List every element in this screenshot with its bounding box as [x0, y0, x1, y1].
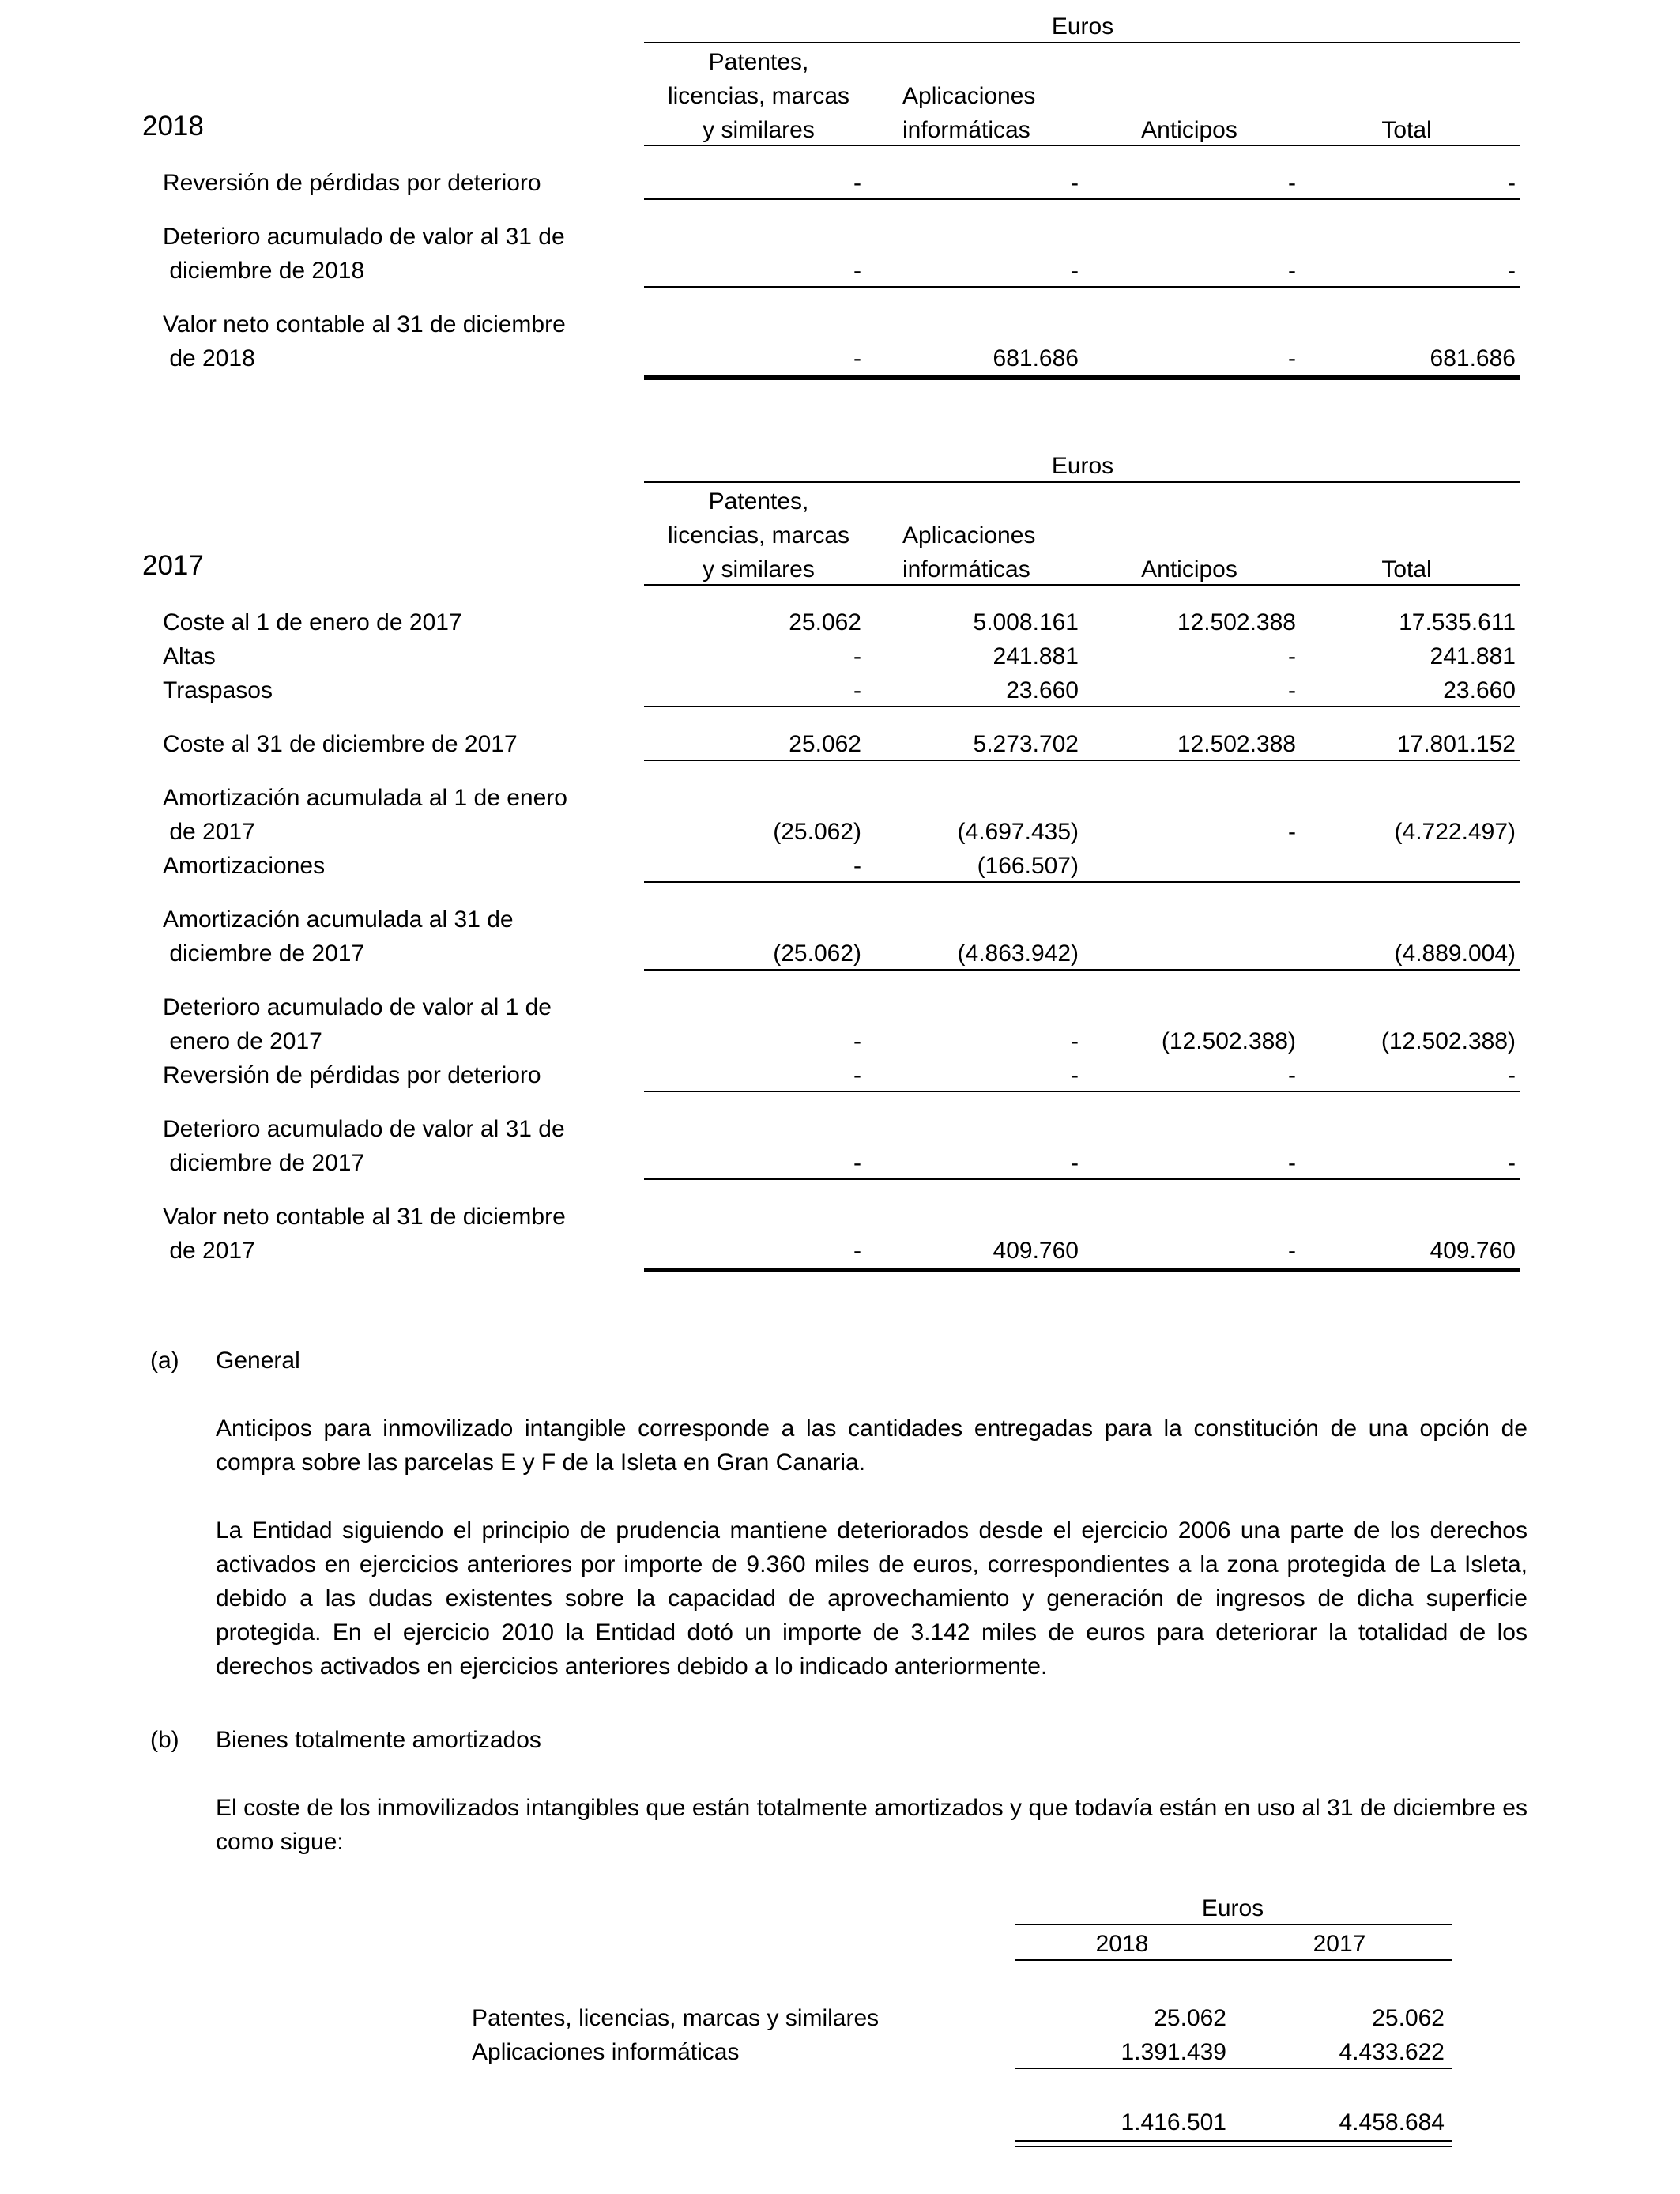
cell-value: -: [853, 853, 861, 879]
row-label: Amortización acumulada al 31 de: [163, 907, 514, 933]
row-rule: [644, 198, 1520, 200]
cell-value: 23.660: [1006, 677, 1079, 703]
row-label: Deterioro acumulado de valor al 31 de: [163, 1116, 565, 1142]
currency-label: Euros: [1201, 1895, 1264, 1921]
cell-value: 17.801.152: [1396, 731, 1516, 757]
row-label: Amortización acumulada al 1 de enero: [163, 785, 567, 811]
column-header-patentes: Patentes, licencias, marcas y similares: [667, 49, 850, 143]
header-bottom-rule: [1015, 1959, 1452, 1961]
cell-value: -: [1071, 1028, 1079, 1054]
row-label: de 2018: [163, 345, 255, 371]
cell-value: -: [1071, 1062, 1079, 1088]
cell-value: -: [1288, 643, 1296, 669]
row-label: Valor neto contable al 31 de diciembre: [163, 1204, 566, 1230]
cell-value: -: [853, 1062, 861, 1088]
cell-value: -: [1508, 1062, 1516, 1088]
row-rule: [644, 1178, 1520, 1180]
cell-value: 25.062: [789, 609, 861, 635]
year-label: 2017: [142, 550, 204, 581]
cell-value: 5.273.702: [973, 731, 1079, 757]
row-rule: [644, 1091, 1520, 1092]
row-rule: [644, 760, 1520, 761]
header-rule: [644, 481, 1520, 483]
cell-value: 4.433.622: [1339, 2039, 1445, 2065]
total-value: 4.458.684: [1339, 2109, 1445, 2136]
cell-value: -: [853, 1028, 861, 1054]
cell-value: -: [1288, 819, 1296, 845]
note-marker: (b): [150, 1727, 179, 1753]
cell-value: 25.062: [789, 731, 861, 757]
total-rule: [644, 1268, 1520, 1272]
column-header-patentes: Patentes, licencias, marcas y similares: [667, 488, 850, 582]
cell-value: -: [1288, 677, 1296, 703]
note-title: Bienes totalmente amortizados: [216, 1727, 541, 1753]
cell-value: 25.062: [1372, 2005, 1445, 2031]
row-label: Reversión de pérdidas por deterioro: [163, 1062, 541, 1088]
note-marker: (a): [150, 1348, 179, 1374]
column-header-aplicaciones: Aplicaciones informáticas: [902, 522, 1036, 582]
cell-value: (25.062): [773, 941, 861, 967]
cell-value: (12.502.388): [1161, 1028, 1296, 1054]
cell-value: -: [853, 345, 861, 371]
cell-value: 1.391.439: [1121, 2039, 1226, 2065]
total-double-rule: [1015, 2140, 1452, 2147]
column-header-total: Total: [1381, 117, 1432, 143]
note-title: General: [216, 1348, 300, 1374]
cell-value: 681.686: [1430, 345, 1516, 371]
cell-value: 241.881: [993, 643, 1079, 669]
cell-value: (4.722.497): [1394, 819, 1516, 845]
cell-value: (25.062): [773, 819, 861, 845]
row-label: Patentes, licencias, marcas y similares: [472, 2005, 880, 2031]
cell-value: 12.502.388: [1177, 609, 1296, 635]
cell-value: -: [1288, 258, 1296, 284]
cell-value: -: [1071, 258, 1079, 284]
cell-value: 681.686: [993, 345, 1079, 371]
cell-value: -: [853, 1150, 861, 1176]
cell-value: -: [1508, 170, 1516, 196]
row-label: Altas: [163, 643, 216, 669]
row-label: Coste al 31 de diciembre de 2017: [163, 731, 518, 757]
row-label: enero de 2017: [163, 1028, 322, 1054]
cell-value: -: [853, 1238, 861, 1264]
row-rule: [644, 286, 1520, 288]
cell-value: -: [1288, 345, 1296, 371]
row-label: Deterioro acumulado de valor al 31 de: [163, 224, 565, 250]
cell-value: (12.502.388): [1381, 1028, 1516, 1054]
cell-value: -: [853, 258, 861, 284]
row-label: diciembre de 2017: [163, 1150, 365, 1176]
cell-value: 241.881: [1430, 643, 1516, 669]
column-header-2017: 2017: [1313, 1931, 1366, 1957]
cell-value: 409.760: [1430, 1238, 1516, 1264]
cell-value: -: [853, 170, 861, 196]
cell-value: -: [1071, 1150, 1079, 1176]
header-rule: [644, 42, 1520, 43]
header-rule: [1015, 1924, 1452, 1925]
header-bottom-rule: [644, 145, 1520, 146]
column-header-total: Total: [1381, 556, 1432, 582]
total-rule: [644, 375, 1520, 380]
row-rule: [644, 881, 1520, 883]
column-header-anticipos: Anticipos: [1141, 556, 1237, 582]
cell-value: 12.502.388: [1177, 731, 1296, 757]
row-label: de 2017: [163, 819, 255, 845]
row-label: Deterioro acumulado de valor al 1 de: [163, 994, 552, 1020]
cell-value: -: [1288, 1062, 1296, 1088]
cell-value: -: [1071, 170, 1079, 196]
row-label: diciembre de 2017: [163, 941, 365, 967]
cell-value: (4.889.004): [1394, 941, 1516, 967]
row-label: Amortizaciones: [163, 853, 326, 879]
row-rule: [644, 969, 1520, 971]
cell-value: 17.535.611: [1399, 609, 1516, 635]
row-label: Coste al 1 de enero de 2017: [163, 609, 462, 635]
column-header-anticipos: Anticipos: [1141, 117, 1237, 143]
cell-value: (4.863.942): [957, 941, 1079, 967]
cell-value: -: [853, 677, 861, 703]
row-rule: [1015, 2068, 1452, 2069]
cell-value: (4.697.435): [957, 819, 1079, 845]
cell-value: -: [1288, 1238, 1296, 1264]
cell-value: 409.760: [993, 1238, 1079, 1264]
cell-value: 5.008.161: [973, 609, 1079, 635]
cell-value: -: [1288, 1150, 1296, 1176]
note-paragraph: El coste de los inmovilizados intangibles que están totalmente amortizados y que todavía están en uso al 31 de diciembre es como sigue:: [216, 1795, 1527, 1855]
year-label: 2018: [142, 111, 204, 141]
cell-value: (166.507): [977, 853, 1079, 879]
cell-value: -: [1508, 258, 1516, 284]
header-bottom-rule: [644, 584, 1520, 586]
row-label: diciembre de 2018: [163, 258, 365, 284]
cell-value: 23.660: [1443, 677, 1516, 703]
cell-value: -: [853, 643, 861, 669]
cell-value: -: [1288, 170, 1296, 196]
note-paragraph: La Entidad siguiendo el principio de prudencia mantiene deteriorados desde el ejercicio 2006 una parte de los derechos activados en ejercicios anteriores por importe de 9.360 miles de euros, correspondientes a la zona protegida de La Isleta, debido a las dudas existentes sobre la capacidad de aprovechamiento y generación de ingresos de dicha superficie protegida. En el ejercicio 2010 la Entidad dotó un importe de 3.142 miles de euros para deteriorar la totalidad de los derechos activados en ejercicios anteriores debido a lo indicado anteriormente.: [216, 1517, 1527, 1679]
cell-value: 25.062: [1154, 2005, 1226, 2031]
row-label: Aplicaciones informáticas: [472, 2039, 740, 2065]
currency-label: Euros: [1051, 13, 1114, 40]
note-paragraph: Anticipos para inmovilizado intangible corresponde a las cantidades entregadas para la constitución de una opción de compra sobre las parcelas E y F de la Isleta en Gran Canaria.: [216, 1416, 1527, 1476]
total-value: 1.416.501: [1121, 2109, 1226, 2136]
column-header-2018: 2018: [1095, 1931, 1149, 1957]
row-label: Reversión de pérdidas por deterioro: [163, 170, 541, 196]
column-header-aplicaciones: Aplicaciones informáticas: [902, 83, 1036, 143]
row-label: Traspasos: [163, 677, 273, 703]
row-label: de 2017: [163, 1238, 255, 1264]
row-label: Valor neto contable al 31 de diciembre: [163, 311, 566, 337]
row-rule: [644, 706, 1520, 707]
cell-value: -: [1508, 1150, 1516, 1176]
currency-label: Euros: [1051, 453, 1114, 479]
